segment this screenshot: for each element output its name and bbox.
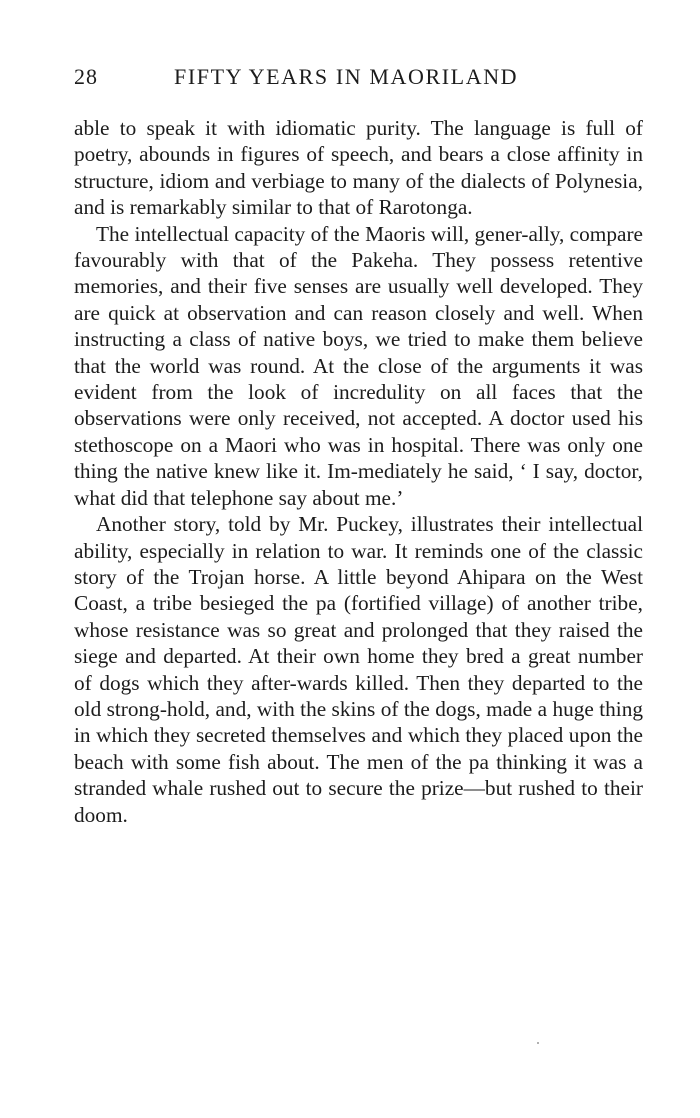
paragraph-intellectual-capacity: The intellectual capacity of the Maoris will, gener-ally, compare favourably with that of the Pakeha. They possess retentive memories, and their five senses are usually well developed. They are quick at observation and can reason closely and well. When instructing a class of native boys, we tried to make them believe that the world was round. At the close of the arguments it was evident from the look of incredulity on all faces that the observations were only received, not accepted. A doctor used his stethoscope on a Maori who was in hospital. There was only one thing the native knew like it. Im-mediately he said, ‘ I say, doctor, what did that telephone say about me.’ — [74, 221, 643, 510]
paragraph-trojan-story: Another story, told by Mr. Puckey, illustrates their intellectual ability, especially in relation to war. It reminds one of the classic story of the Trojan horse. A little beyond Ahipara on the West Coast, a tribe besieged the pa (fortified village) of another tribe, whose resistance was so great and prolonged that they raised the siege and departed. At their own home they bred a great number of dogs which they after-wards killed. Then they departed to the old strong-hold, and, with the skins of the dogs, made a huge thing in which they secreted themselves and which they placed upon the beach with some fish about. The men of the pa thinking it was a stranded whale rushed out to secure the prize—but rushed to their doom. — [74, 512, 643, 827]
running-title: FIFTY YEARS IN MAORILAND — [174, 64, 519, 89]
book-page — [74, 64, 643, 828]
paper-speck — [537, 1042, 539, 1044]
body-text — [74, 115, 643, 828]
page-number: 28 — [74, 64, 98, 89]
running-head — [74, 64, 643, 98]
paragraph-continued: able to speak it with idiomatic purity. The language is full of poetry, abounds in figures of speech, and bears a close affinity in structure, idiom and verbiage to many of the dialects of Polynesia, and is remarkably similar to that of Rarotonga. — [74, 116, 643, 220]
